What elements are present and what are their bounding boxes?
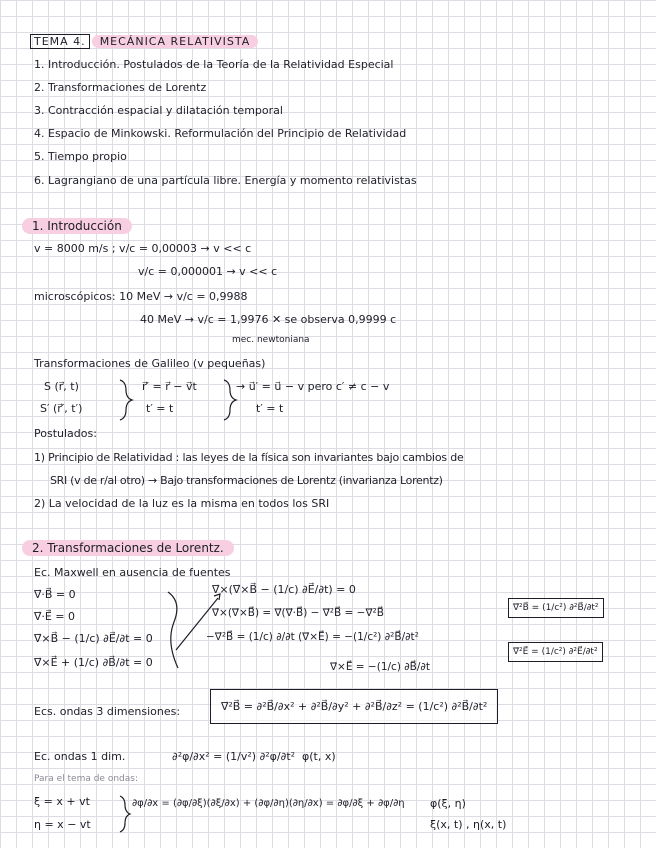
index-item-1: 1. Introducción. Postulados de la Teoría de la Relatividad Especial bbox=[34, 58, 394, 71]
ondas-1d-eq: ∂²φ/∂x² = (1/v²) ∂²φ/∂t² bbox=[172, 750, 296, 763]
postulados-title: Postulados: bbox=[34, 427, 97, 440]
eta-definition: η = x − vt bbox=[34, 818, 91, 831]
index-item-3: 3. Contracción espacial y dilatación temporal bbox=[34, 104, 283, 117]
ondas-1d-fn: φ(t, x) bbox=[302, 750, 336, 763]
maxwell-eq-2: ∇⃗·E⃗ = 0 bbox=[34, 610, 76, 623]
galileo-time-2: t′ = t bbox=[256, 402, 284, 415]
galileo-velocity: → u⃗′ = u⃗ − v pero c′ ≠ c − v bbox=[236, 380, 390, 393]
index-item-6: 6. Lagrangiano de una partícula libre. Energía y momento relativistas bbox=[34, 174, 417, 187]
micro-line-2: 40 MeV → v/c = 1,9976 ✕ se observa 0,9999 c bbox=[140, 313, 397, 326]
galileo-frame-s: S (r⃗, t) bbox=[44, 380, 79, 393]
index-item-5: 5. Tiempo propio bbox=[34, 150, 127, 163]
galileo-time: t′ = t bbox=[146, 402, 174, 415]
wave-eq-e-box: ∇⃗²E⃗ = (1/c²) ∂²E⃗/∂t² bbox=[508, 642, 603, 662]
xi-definition: ξ = x + vt bbox=[34, 795, 90, 808]
xi-eta-functions: ξ(x, t) , η(x, t) bbox=[430, 818, 507, 831]
micro-line-1: microscópicos: 10 MeV → v/c = 0,9988 bbox=[34, 290, 248, 303]
velocity-line-2: v/c = 0,000001 → v << c bbox=[138, 265, 278, 278]
velocity-line-1: v = 8000 m/s ; v/c = 0,00003 → v << c bbox=[34, 242, 252, 255]
postulado-1a: 1) Principio de Relatividad : las leyes de la física son invariantes bajo cambios de bbox=[34, 451, 464, 464]
micro-note: mec. newtoniana bbox=[232, 335, 310, 345]
postulado-2: 2) La velocidad de la luz es la misma en todos los SRI bbox=[34, 497, 330, 510]
ondas-3d-label: Ecs. ondas 3 dimensiones: bbox=[34, 705, 181, 718]
galileo-title: Transformaciones de Galileo (v pequeñas) bbox=[34, 357, 266, 370]
maxwell-eq-3: ∇⃗×B⃗ − (1/c) ∂E⃗/∂t = 0 bbox=[34, 632, 153, 645]
index-item-4: 4. Espacio de Minkowski. Reformulación del Principio de Relatividad bbox=[34, 127, 407, 140]
maxwell-eq-4: ∇⃗×E⃗ + (1/c) ∂B⃗/∂t = 0 bbox=[34, 656, 153, 669]
ondas-1d-label: Ec. ondas 1 dim. bbox=[34, 750, 126, 763]
galileo-frame-s-prime: S′ (r⃗′, t′) bbox=[40, 402, 83, 415]
section2-title: 2. Transformaciones de Lorentz. bbox=[22, 540, 234, 556]
ondas-3d-box: ∇⃗²B⃗ = ∂²B⃗/∂x² + ∂²B⃗/∂y² + ∂²B⃗/∂z² = (1/c²) ∂²B⃗/∂t² bbox=[210, 689, 498, 724]
tema-ondas-note: Para el tema de ondas: bbox=[34, 774, 138, 784]
tema-title: MECÁNICA RELATIVISTA bbox=[92, 35, 259, 48]
section1-title: 1. Introducción bbox=[22, 218, 132, 234]
postulado-1b: SRI (v de r/al otro) → Bajo transformaciones de Lorentz (invarianza Lorentz) bbox=[50, 474, 443, 487]
galileo-position: r⃗′ = r⃗ − v⃗t bbox=[142, 380, 197, 393]
tema-label: TEMA 4. bbox=[30, 34, 90, 49]
derivation-3: −∇⃗²B⃗ = (1/c) ∂/∂t (∇⃗×E⃗) = −(1/c²) ∂²B⃗/∂t² bbox=[206, 631, 419, 643]
wave-eq-b-box: ∇⃗²B⃗ = (1/c²) ∂²B⃗/∂t² bbox=[508, 598, 604, 618]
chain-rule: ∂φ/∂x = (∂φ/∂ξ)(∂ξ/∂x) + (∂φ/∂η)(∂η/∂x) = ∂φ/∂ξ + ∂φ/∂η bbox=[132, 798, 405, 809]
index-item-2: 2. Transformaciones de Lorentz bbox=[34, 81, 207, 94]
maxwell-eq-1: ∇⃗·B⃗ = 0 bbox=[34, 588, 76, 601]
derivation-1: ∇⃗×(∇⃗×B⃗ − (1/c) ∂E⃗/∂t) = 0 bbox=[212, 583, 356, 596]
maxwell-title: Ec. Maxwell en ausencia de fuentes bbox=[34, 566, 231, 579]
phi-xi-eta: φ(ξ, η) bbox=[430, 797, 466, 810]
derivation-2: ∇⃗×(∇⃗×B⃗) = ∇⃗(∇⃗·B⃗) − ∇⃗²B⃗ = −∇⃗²B⃗ bbox=[212, 607, 384, 619]
derivation-4: ∇⃗×E⃗ = −(1/c) ∂B⃗/∂t bbox=[330, 661, 430, 673]
